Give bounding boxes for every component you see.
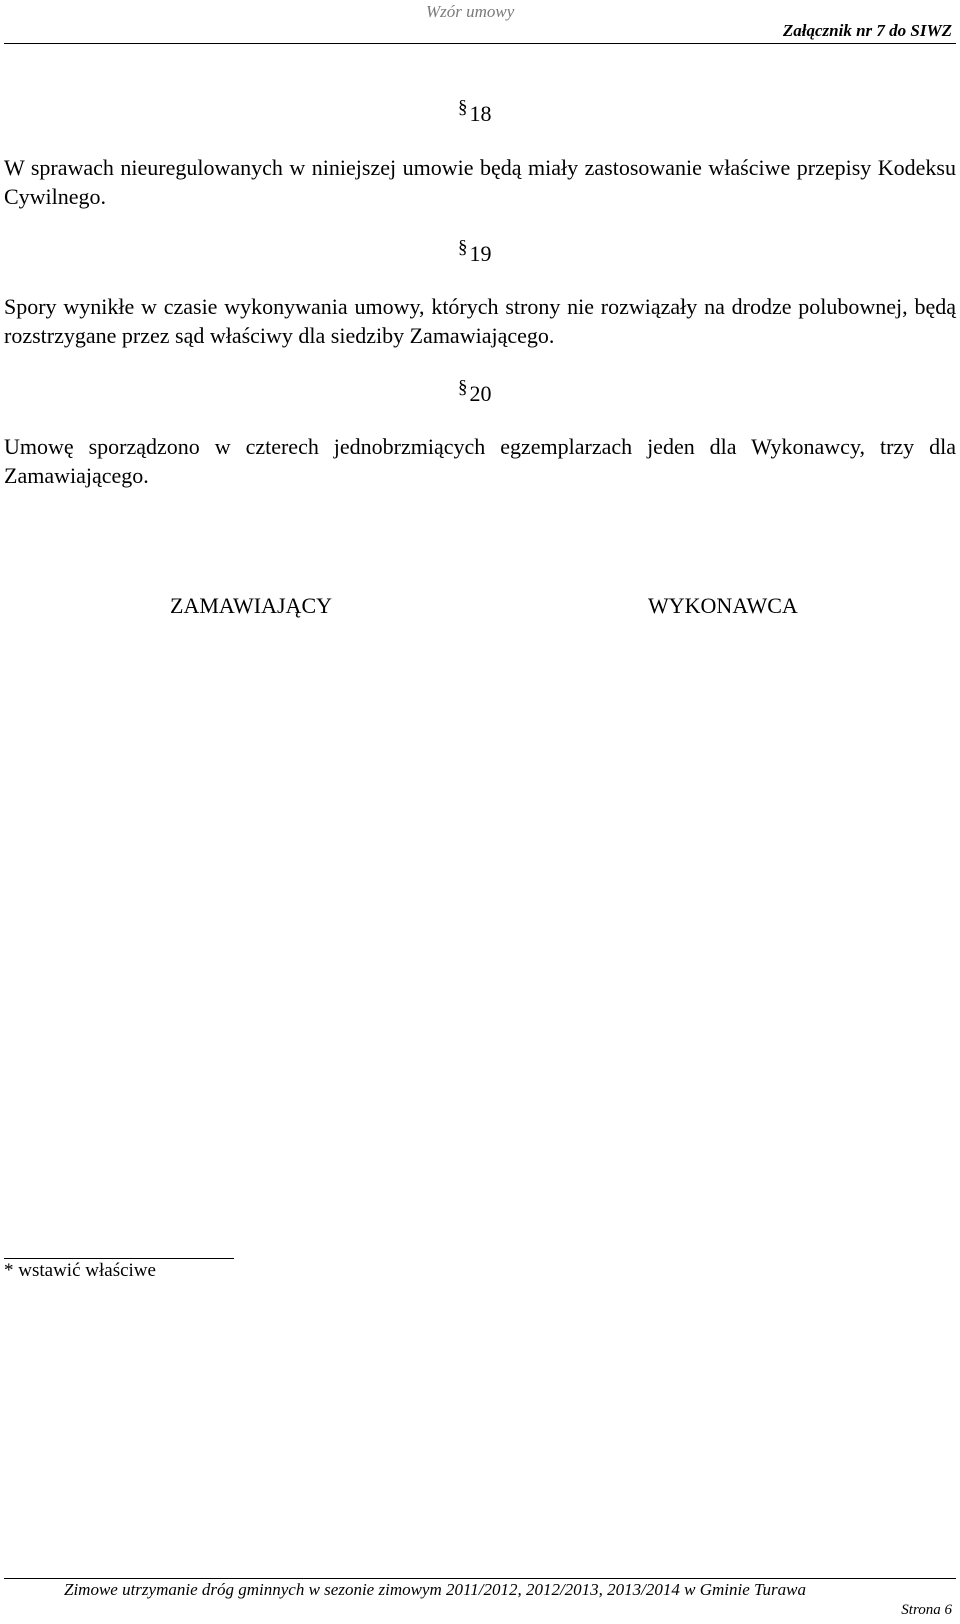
section-symbol: § [458, 377, 468, 398]
footnote: * wstawić właściwe [4, 1260, 156, 1281]
section-symbol: § [458, 97, 468, 118]
section-heading [458, 237, 492, 267]
header-attachment-label: Załącznik nr 7 do SIWZ [782, 21, 952, 40]
header-document-type: Wzór umowy [426, 2, 515, 21]
section-text: Spory wynikłe w czasie wykonywania umowy, których strony nie rozwiązały na drodze polubownej, będą rozstrzygane przez sąd właściwy dla siedziby Zamawiającego. [4, 294, 956, 348]
section-heading [458, 97, 492, 127]
footer-title: Zimowe utrzymanie dróg gminnych w sezonie zimowym 2011/2012, 2012/2013, 2013/2014 w Gminie Turawa [64, 1580, 807, 1599]
section-heading [458, 377, 492, 407]
section-number: 19 [469, 241, 492, 266]
section-text: W sprawach nieuregulowanych w niniejszej umowie będą miały zastosowanie właściwe przepisy Kodeksu Cywilnego. [4, 155, 956, 209]
page-number: Strona 6 [901, 1602, 952, 1618]
footer-divider [4, 1578, 956, 1579]
footnote-divider [4, 1258, 234, 1259]
signature-ordering-party: ZAMAWIAJĄCY [170, 593, 333, 618]
section-number: 20 [469, 381, 492, 406]
section-symbol: § [458, 237, 468, 258]
signature-contractor: WYKONAWCA [648, 593, 798, 618]
section-number: 18 [469, 101, 492, 126]
section-text: Umowę sporządzono w czterech jednobrzmiących egzemplarzach jeden dla Wykonawcy, trzy dla Zamawiającego. [4, 434, 956, 488]
header-divider [4, 43, 956, 44]
